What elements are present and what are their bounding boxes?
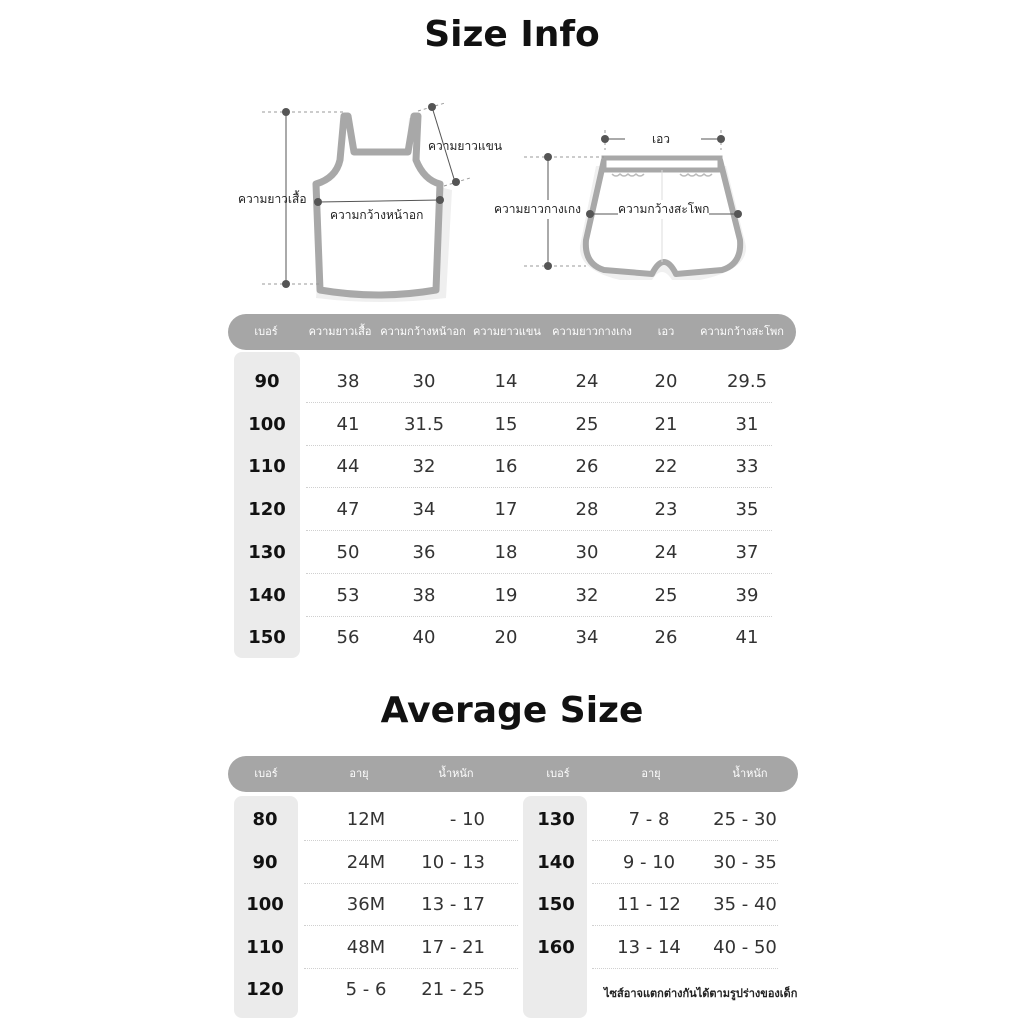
size-table-cell: 24 xyxy=(654,541,678,563)
row-separator xyxy=(592,925,778,926)
avg-age-cell: 48M xyxy=(346,936,386,958)
header-hip: ความกว้างสะโพก xyxy=(700,325,784,338)
header-waist: เอว xyxy=(657,325,675,338)
avg-age-cell: 36M xyxy=(346,894,386,916)
size-table-cell: 26 xyxy=(575,456,599,478)
avg-size-cell: 120 xyxy=(246,979,284,1001)
row-separator xyxy=(306,616,772,617)
average-size-title: Average Size xyxy=(380,690,644,731)
row-separator xyxy=(304,925,518,926)
avg-age-cell: 24M xyxy=(346,851,386,873)
size-table-cell: 20 xyxy=(494,627,518,649)
size-table-cell: 20 xyxy=(654,371,678,392)
row-separator xyxy=(304,840,518,841)
size-table-size-cell: 120 xyxy=(248,499,286,521)
size-table-cell: 32 xyxy=(575,584,599,606)
waist-label: เอว xyxy=(652,132,671,146)
size-table-cell: 22 xyxy=(654,456,678,478)
size-table-cell: 26 xyxy=(654,627,678,649)
size-table-cell: 31.5 xyxy=(403,413,445,435)
top-length-label: ความยาวเสื้อ xyxy=(238,192,307,206)
size-table-cell: 16 xyxy=(494,456,518,478)
avg-size-cell: 110 xyxy=(246,936,284,958)
size-table-cell: 35 xyxy=(735,499,759,521)
size-table-cell: 21 xyxy=(654,413,678,435)
avg-weight-cell: 17 - 21 xyxy=(421,936,485,958)
size-table-cell: 18 xyxy=(494,541,518,563)
row-separator xyxy=(592,840,778,841)
size-table-cell: 34 xyxy=(575,627,599,649)
size-table-cell: 53 xyxy=(336,584,360,606)
avg-size-cell: 160 xyxy=(537,936,575,958)
size-table-size-cell: 130 xyxy=(248,541,286,563)
avg-size-cell: 80 xyxy=(252,809,278,830)
avg-age-cell: 13 - 14 xyxy=(617,936,681,958)
header-weight-left: น้ำหนัก xyxy=(438,767,474,780)
header-age-left: อายุ xyxy=(349,767,369,780)
avg-weight-cell: 35 - 40 xyxy=(713,894,777,916)
size-table-cell: 50 xyxy=(336,541,360,563)
size-table-cell: 34 xyxy=(412,499,436,521)
avg-weight-cell: 40 - 50 xyxy=(713,936,777,958)
pants-length-label: ความยาวกางเกง xyxy=(494,200,581,219)
size-table-cell: 25 xyxy=(654,584,678,606)
avg-weight-cell: 30 - 35 xyxy=(713,851,777,873)
size-table-size-cell: 140 xyxy=(248,584,286,606)
row-separator xyxy=(304,883,518,884)
row-separator xyxy=(304,968,518,969)
avg-age-cell: 11 - 12 xyxy=(617,894,681,916)
row-separator xyxy=(306,445,772,446)
size-table-cell: 23 xyxy=(654,499,678,521)
size-table-size-cell: 100 xyxy=(248,413,286,435)
avg-weight-cell: 10 - 13 xyxy=(421,851,485,873)
size-table-cell: 15 xyxy=(494,413,518,435)
avg-age-cell: 9 - 10 xyxy=(622,851,676,873)
size-table-cell: 17 xyxy=(494,499,518,521)
size-table-cell: 30 xyxy=(575,541,599,563)
avg-size-cell: 100 xyxy=(246,894,284,916)
row-separator xyxy=(592,883,778,884)
header-pants-length: ความยาวกางเกง xyxy=(552,325,632,338)
row-separator xyxy=(306,530,772,531)
size-table-cell: 38 xyxy=(412,584,436,606)
avg-age-cell: 12M xyxy=(346,809,386,830)
avg-size-cell: 150 xyxy=(537,894,575,916)
size-table-cell: 31 xyxy=(735,413,759,435)
header-top-length: ความยาวเสื้อ xyxy=(308,325,372,338)
header-age-right: อายุ xyxy=(641,767,661,780)
size-table-cell: 47 xyxy=(336,499,360,521)
size-table-size-cell: 150 xyxy=(248,627,286,649)
avg-weight-cell: - 10 xyxy=(449,809,485,830)
avg-weight-cell: 21 - 25 xyxy=(421,979,485,1001)
size-table-cell: 38 xyxy=(336,371,360,392)
avg-weight-cell: 25 - 30 xyxy=(713,809,777,830)
size-table-cell: 33 xyxy=(735,456,759,478)
size-table-cell: 41 xyxy=(735,627,759,649)
row-separator xyxy=(306,402,772,403)
size-table-cell: 29.5 xyxy=(726,371,768,392)
row-separator xyxy=(592,968,778,969)
header-chest: ความกว้างหน้าอก xyxy=(380,325,466,338)
avg-age-cell: 7 - 8 xyxy=(628,809,670,830)
size-table-cell: 14 xyxy=(494,371,518,392)
header-weight-right: น้ำหนัก xyxy=(732,767,768,780)
hip-width-label: ความกว้างสะโพก xyxy=(618,200,709,219)
size-table-cell: 37 xyxy=(735,541,759,563)
size-table-cell: 36 xyxy=(412,541,436,563)
size-table-cell: 56 xyxy=(336,627,360,649)
average-table-header xyxy=(228,756,798,792)
size-table-cell: 24 xyxy=(575,371,599,392)
avg-size-cell: 140 xyxy=(537,851,575,873)
header-size-right: เบอร์ xyxy=(546,767,570,780)
avg-weight-cell: 13 - 17 xyxy=(421,894,485,916)
size-table-cell: 44 xyxy=(336,456,360,478)
size-table-cell: 39 xyxy=(735,584,759,606)
size-table-cell: 19 xyxy=(494,584,518,606)
size-info-title: Size Info xyxy=(424,14,600,55)
size-table-cell: 41 xyxy=(336,413,360,435)
header-size: เบอร์ xyxy=(254,325,278,338)
size-table-size-cell: 110 xyxy=(248,456,286,478)
header-sleeve: ความยาวแขน xyxy=(473,325,541,338)
size-table-cell: 30 xyxy=(412,371,436,392)
size-note: ไซส์อาจแตกต่างกันได้ตามรูปร่างของเด็ก xyxy=(604,987,798,1000)
row-separator xyxy=(306,573,772,574)
avg-size-cell: 130 xyxy=(537,809,575,830)
size-table-size-cell: 90 xyxy=(254,371,280,392)
sleeve-length-label: ความยาวแขน xyxy=(428,139,503,153)
size-table-cell: 25 xyxy=(575,413,599,435)
chest-width-label: ความกว้างหน้าอก xyxy=(330,206,423,225)
size-table-header xyxy=(228,314,796,350)
header-size-left: เบอร์ xyxy=(254,767,278,780)
size-table-cell: 40 xyxy=(412,627,436,649)
size-table-cell: 28 xyxy=(575,499,599,521)
size-table-cell: 32 xyxy=(412,456,436,478)
avg-size-cell: 90 xyxy=(252,851,278,873)
row-separator xyxy=(306,487,772,488)
avg-age-cell: 5 - 6 xyxy=(345,979,387,1001)
